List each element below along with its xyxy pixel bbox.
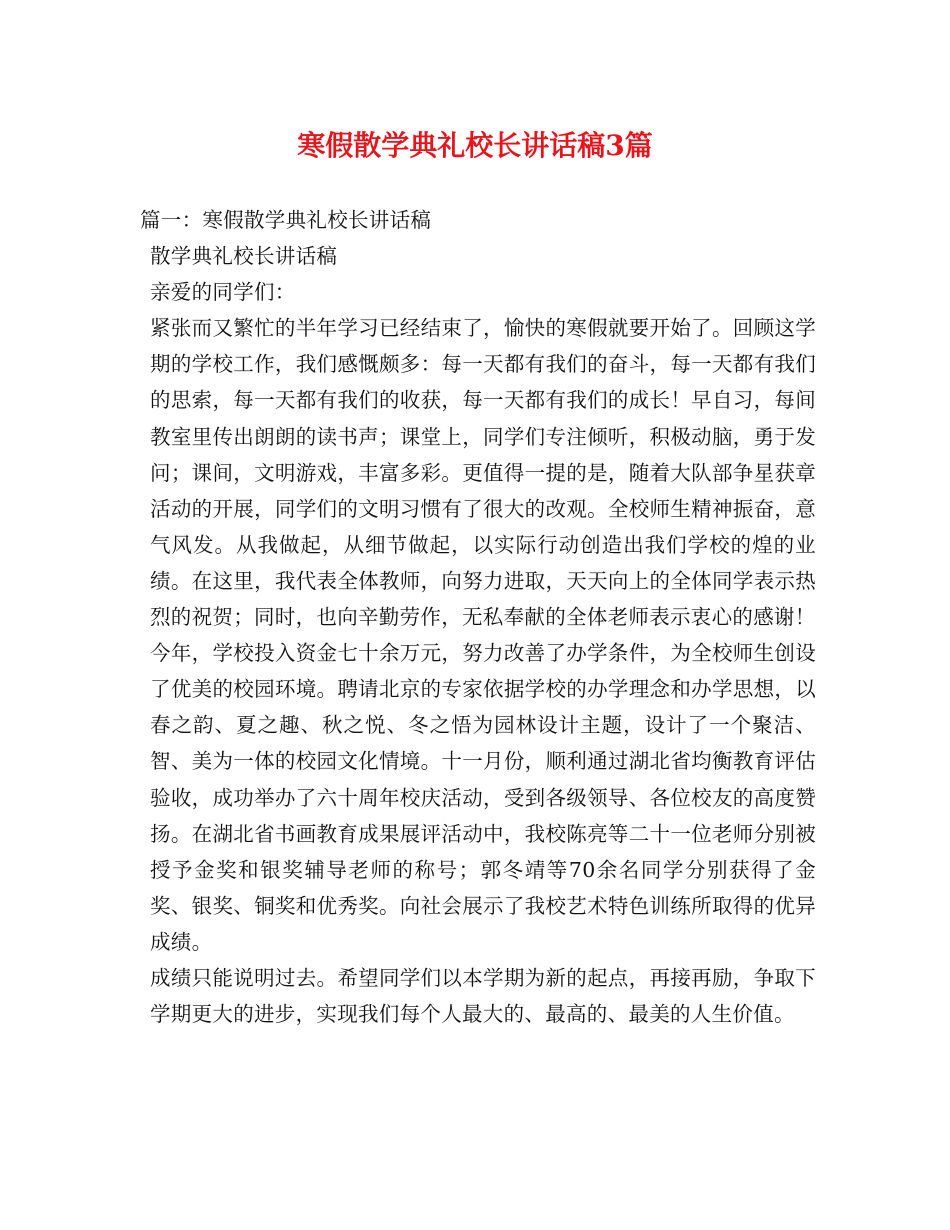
salutation: 亲爱的同学们： [150,280,296,305]
speech-title: 散学典礼校长讲话稿 [150,244,338,269]
document-title: 寒假散学典礼校长讲话稿3篇 [297,129,653,162]
document-body [140,202,816,1032]
section-heading: 篇一：寒假散学典礼校长讲话稿 [140,208,432,232]
body-paragraph: 今年，学校投入资金七十余万元，努力改善了办学条件，为全校师生创设了优美的校园环境。聘请北京的专家依据学校的办学理念和办学思想，以春之韵、夏之趣、秋之悦、冬之悟为园林设计主题，设计了一个聚洁、智、美为一体的校园文化情境。十一月份，顺利通过湖北省均衡教育评估验收，成功举办了六十周年校庆活动，受到各级领导、各位校友的高度赞扬。在湖北省书画教育成果展评活动中，我校陈亮等二十一位老师分别被授予金奖和银奖辅导老师的称号；郭冬靖等70余名同学分别获得了金奖、银奖、铜奖和优秀奖。向社会展示了我校艺术特色训练所取得的优异成绩。 [150,641,816,954]
body-paragraph: 成绩只能说明过去。希望同学们以本学期为新的起点，再接再励，争取下学期更大的进步，实现我们每个人最大的、最高的、最美的人生价值。 [150,965,816,1027]
body-paragraph: 紧张而又繁忙的半年学习已经结束了，愉快的寒假就要开始了。回顾这学期的学校工作，我们感慨颇多：每一天都有我们的奋斗，每一天都有我们的思索，每一天都有我们的收获，每一天都有我们的成长！早自习，每间教室里传出朗朗的读书声；课堂上，同学们专注倾听，积极动脑，勇于发问；课间，文明游戏，丰富多彩。更值得一提的是，随着大队部争星获章活动的开展，同学们的文明习惯有了很大的改观。全校师生精神振奋，意气风发。从我做起，从细节做起，以实际行动创造出我们学校的煌的业绩。在这里，我代表全体教师，向努力进取，天天向上的全体同学表示热烈的祝贺；同时，也向辛勤劳作，无私奉献的全体老师表示衷心的感谢！ [150,316,816,630]
